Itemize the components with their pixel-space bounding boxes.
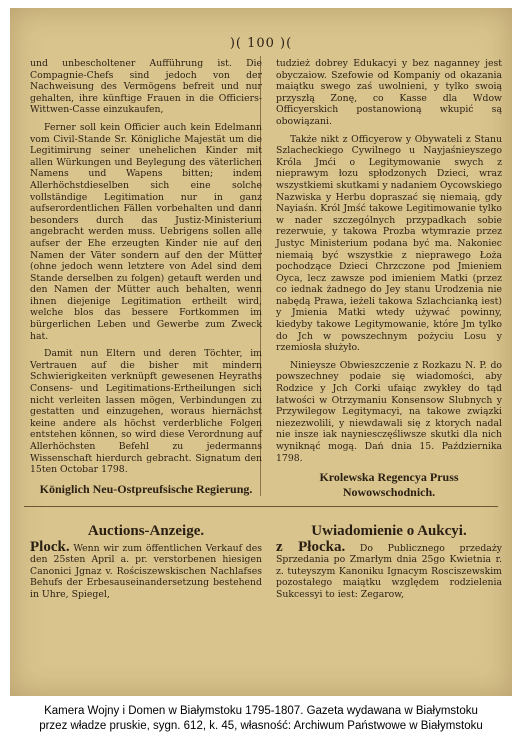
left-paragraph-3: Damit nun Eltern und deren Töchter, im Vertrauen auf die bisher mit mindern Schwierigkeiten verknüpft gewesenen Heyraths Consens- und Legitimations-Ertheilungen sich nicht verleiten lassen mögen, Verbindungen zu gestatten und einzugehen, woraus hiernächst keine andere als höchst verderbliche Folgen entstehen können, so wird diese Verordnung auf Allerhöchsten Befehl zu jedermanns Wissenschaft hierdurch gebracht. Signatum den 15ten Octobar 1798. (30, 348, 262, 476)
right-paragraph-3: Ninieysze Obwieszczenie z Rozkazu N. P. do powszechney podaie się wiadomości, aby Rodzice y Jch Corki ufaiąc zwykłey do tąd łatwości w Otrzymaniu Konsensow Slubnych y Przywilegow Legitymacyi, na takowe związki niezezwolili, y niewdawali się z ktorych nadal nie insze iak nayniesczęśliwsze skutki dla nich wyniknąć mogą. Dań dnia 15. Października 1798. (276, 359, 502, 464)
auction-city-polish: z Płocka. (276, 538, 346, 555)
left-paragraph-1: und unbescholtener Aufführung ist. Die Compagnie-Chefs sind jedoch von der Nachweisung des Vermögens befreit und nur gehalten, ihre künftige Frauen in die Officiers-Wittwen-Casse einzukaufen, (30, 58, 262, 116)
auction-city-german: Plock. (30, 538, 70, 555)
page-number: )( 100 )( (229, 36, 293, 51)
auction-text-german: Wenn wir zum öffentlichen Verkauf des den 25sten April a. pr. verstorbenen hiesigen Canonici Jgnaz v. Rościszewskischen Nachlafses Behufs der Erbesauseinandersetzung bestehend in Uhre, Spiegel, (30, 542, 262, 600)
right-paragraph-1: tudzież dobrey Edukacyi y bez naganney jest obyczaiow. Szefowie od Kompaniy od okazania maiątku swego zaś uwolnieni, y tylko swoią przyszłą Zonę, co Kasse dla Wdow Officyerskich postanowioną wkupić są obowiązani. (276, 58, 502, 127)
auction-notice-polish (276, 523, 502, 601)
archive-caption (0, 704, 522, 734)
left-column-german (30, 58, 262, 497)
caption-line-1: Kamera Wojny i Domen w Białymstoku 1795-1807. Gazeta wydawana w Białymstoku (44, 705, 478, 717)
auction-notice-german (30, 523, 262, 601)
scanned-newspaper-page (10, 8, 512, 696)
left-signature: Königlich Neu-Ostpreufsische Regierung. (39, 481, 253, 496)
auction-heading-polish: Uwiadomienie o Aukcyi. (311, 523, 467, 539)
auction-text-polish: Do Publicznego przedaży Sprzedania po Zmarłym dnia 25go Kwietnia r. z. tuteyszym Kanoniku Ignacym Rosciszewskim pozostałego maiątku względem rodzielenia Sukcessyi to iest: Zegarow, (276, 542, 502, 600)
right-paragraph-2: Także nikt z Officyerow y Obywateli z Stanu Szlacheckiego Cywilnego u Nayjaśnieyszego Króla Jmći o Legitymowanie swych z nieprawym łozu spłodzonych Dzieci, wraz wszystkiemi skutkami y nadaniem Oycowskiego Nazwiska y Herbu dopraszać się niemaią, gdy Nayiaśn. Król Jmść takowe Legitimowanie tylko w nader szczególnych przypadkach sobie rezerwuie, y takowa Prozba wtymrazie przez Justyc Ministerium podana być ma. Nakoniec niemaią być wszystkie z nieprawego Łoża pochodzące Dzieci Chrzczone pod Jmieniem Oyca, lecz zawsze pod imieniem Matki (przez co iednak żadnego do Jey stanu Urodzenia nie nabędą Prawa, ieżeli takowa Szlachcianką iest) y Jmienia Matki wtedy używać powinny, kiedyby takowe Legitymowanie, które Jm tylko do Jch w powszechnym pożyciu Losu y rzemiosła służyło. (276, 133, 502, 354)
auction-heading-german: Auctions-Anzeige. (87, 523, 205, 539)
section-rule (24, 506, 498, 507)
right-signature: Krolewska Regencya Pruss Nowowschodnich. (319, 470, 459, 500)
left-paragraph-2: Ferner soll kein Officier auch kein Edelmann vom Civil-Stande Sr. Königliche Majestät um die Legitimirung seiner unehelichen Kinder mit allen Würkungen und Beylegung des väterlichen Namens und Wapens bitten; indem Allerhöchstdieselben sich eine solche vollständige Legitimation nur in ganz aufserordentlichen Fällen vorbehalten und dann besonders durch das Justiz-Ministerium angebracht werden muss. Uebrigens sollen alle aufser der Ehe erzeugten Kinder nie auf den Namen der Väter sondern auf den der Mütter (ohne jedoch wenn letztere von Adel sind dem Stande derselben zu folgen) getauft werden und den Namen der Mütter auch behalten, wenn ihnen diejenige Legitimation ertheilt wird, welche blos das bessere Fortkommen im bürgerlichen Leben und Gewerbe zum Zweck hat. (30, 121, 262, 342)
caption-line-2: przez władze pruskie, sygn. 612, k. 45, własność: Archiwum Państwowe w Białymstoku (39, 720, 483, 732)
right-column-polish (276, 58, 502, 500)
